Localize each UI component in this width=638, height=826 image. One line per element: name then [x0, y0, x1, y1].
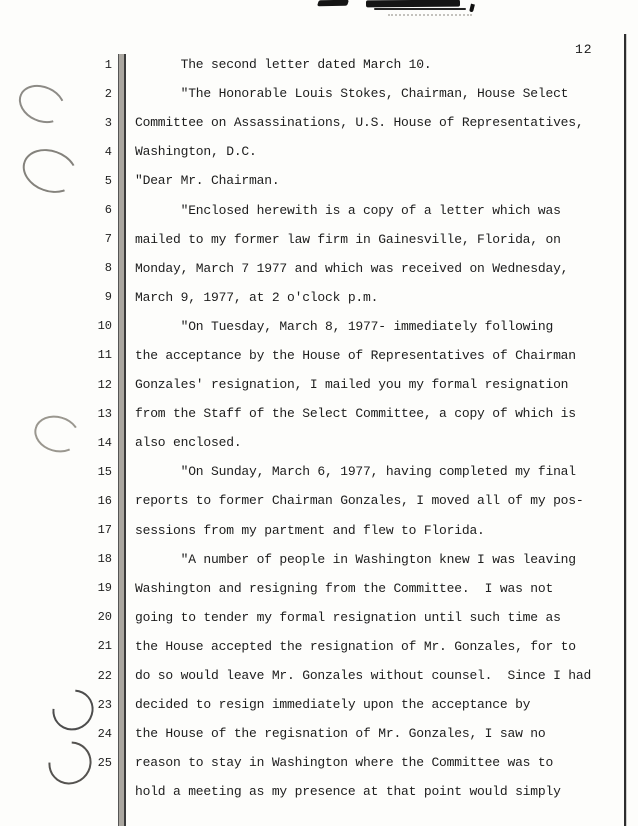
line-text: reason to stay in Washington where the Committee was to [135, 755, 554, 771]
redaction-underline-icon [374, 8, 466, 10]
transcript-line [0, 399, 638, 428]
line-text: "On Sunday, March 6, 1977, having completed my final [135, 464, 576, 480]
transcript-line [0, 777, 638, 806]
line-number: 10 [97, 319, 112, 334]
line-text: Washington and resigning from the Committee. I was not [135, 580, 554, 596]
line-text: March 9, 1977, at 2 o'clock p.m. [135, 289, 379, 305]
transcript-line [0, 195, 638, 224]
transcript-line [0, 574, 638, 603]
transcript-line [0, 50, 638, 79]
line-number: 22 [97, 668, 112, 683]
transcript-line [0, 370, 638, 399]
line-text: going to tender my formal resignation until such time as [135, 609, 561, 625]
transcript-line [0, 312, 638, 341]
transcript-line [0, 254, 638, 283]
transcript-line [0, 486, 638, 515]
line-number: 6 [104, 203, 112, 218]
transcript-line [0, 545, 638, 574]
line-number: 25 [97, 755, 112, 770]
transcript-line [0, 428, 638, 457]
transcript-line [0, 341, 638, 370]
transcript-line [0, 603, 638, 632]
line-number: 1 [104, 57, 112, 72]
line-number: 23 [97, 697, 112, 712]
line-text: "A number of people in Washington knew I was leaving [135, 551, 576, 567]
line-number: 16 [97, 493, 112, 508]
line-text: the House of the regisnation of Mr. Gonzales, I saw no [135, 726, 546, 742]
redaction-scribble-icon [366, 0, 460, 7]
transcript-line [0, 661, 638, 690]
transcript-line [0, 457, 638, 486]
line-text: "Dear Mr. Chairman. [135, 173, 280, 189]
line-text: do so would leave Mr. Gonzales without counsel. Since I had [135, 668, 592, 684]
transcript-line [0, 79, 638, 108]
line-text: "The Honorable Louis Stokes, Chairman, House Select [135, 86, 569, 102]
redaction-comma-mark-icon [469, 4, 475, 13]
line-text: from the Staff of the Select Committee, a copy of which is [135, 406, 576, 422]
transcript-line [0, 137, 638, 166]
line-number: 14 [97, 435, 112, 450]
line-text: sessions from my partment and flew to Florida. [135, 522, 485, 538]
line-text: reports to former Chairman Gonzales, I moved all of my pos- [135, 493, 584, 509]
line-number: 7 [104, 232, 112, 247]
line-number: 3 [104, 115, 112, 130]
line-number: 18 [97, 552, 112, 567]
line-text: "On Tuesday, March 8, 1977- immediately following [135, 318, 554, 334]
line-text: the House accepted the resignation of Mr. Gonzales, for to [135, 638, 576, 654]
transcript-line [0, 108, 638, 137]
line-number: 12 [97, 377, 112, 392]
line-text: mailed to my former law firm in Gainesville, Florida, on [135, 231, 561, 247]
transcript-line [0, 690, 638, 719]
line-text: decided to resign immediately upon the acceptance by [135, 697, 531, 713]
line-number: 24 [97, 726, 112, 741]
line-number: 13 [97, 406, 112, 421]
transcript [0, 50, 638, 806]
page-number: 12 [575, 42, 593, 57]
transcript-line [0, 283, 638, 312]
line-text: Washington, D.C. [135, 144, 257, 160]
transcript-line [0, 166, 638, 195]
line-text: hold a meeting as my presence at that point would simply [135, 784, 561, 800]
line-number: 19 [97, 581, 112, 596]
redaction-scribble-icon [317, 0, 349, 6]
faint-dotted-artifact-icon [388, 14, 472, 16]
line-number: 2 [104, 86, 112, 101]
line-number: 17 [97, 523, 112, 538]
line-text: The second letter dated March 10. [135, 57, 432, 73]
line-text: Committee on Assassinations, U.S. House of Representatives, [135, 115, 584, 131]
line-text: also enclosed. [135, 435, 242, 451]
line-number: 8 [104, 261, 112, 276]
line-text: "Enclosed herewith is a copy of a letter which was [135, 202, 561, 218]
line-text: Monday, March 7 1977 and which was received on Wednesday, [135, 260, 569, 276]
line-number: 5 [104, 173, 112, 188]
line-text: the acceptance by the House of Representatives of Chairman [135, 347, 576, 363]
transcript-line [0, 516, 638, 545]
line-number: 15 [97, 464, 112, 479]
line-number: 4 [104, 144, 112, 159]
line-number: 11 [97, 348, 112, 363]
line-number: 21 [97, 639, 112, 654]
line-number: 20 [97, 610, 112, 625]
transcript-line [0, 225, 638, 254]
line-number: 9 [104, 290, 112, 305]
transcript-line [0, 632, 638, 661]
transcript-line [0, 719, 638, 748]
transcript-line [0, 748, 638, 777]
line-text: Gonzales' resignation, I mailed you my formal resignation [135, 377, 569, 393]
